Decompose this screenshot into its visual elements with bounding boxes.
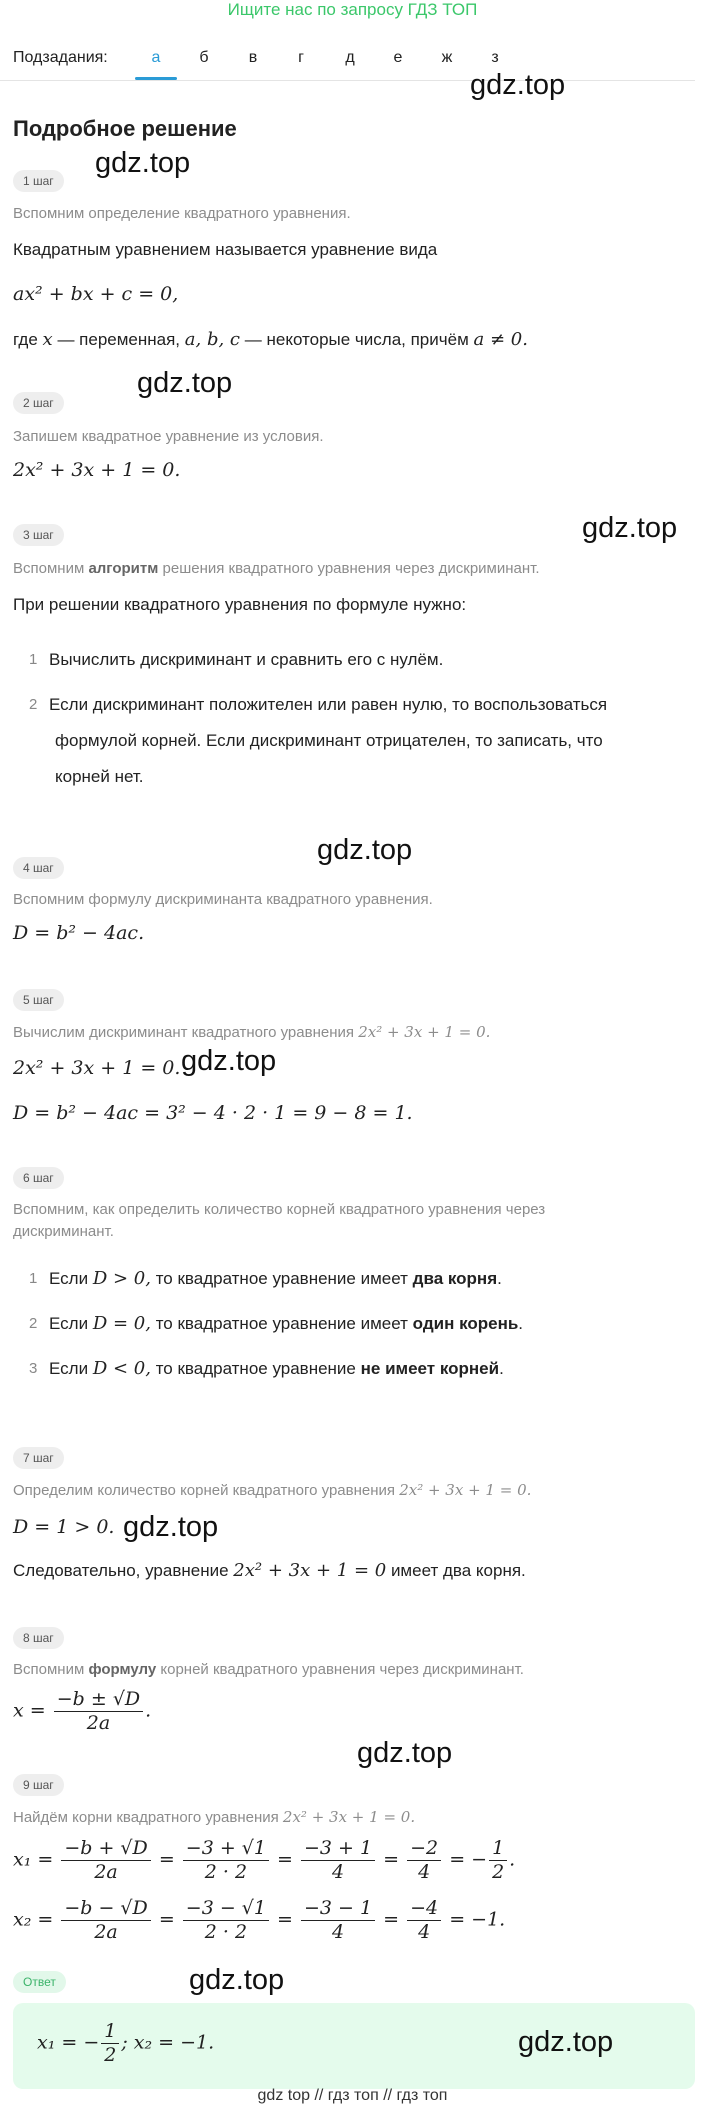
answer-badge: Ответ [13,1971,66,1993]
step-note: Вспомним, как определить количество корней квадратного уравнения через [13,1201,546,1218]
watermark: gdz.top [123,1511,219,1543]
step-badge: 1 шаг [13,170,64,192]
step-badge: 7 шаг [13,1447,64,1469]
watermark: gdz.top [470,69,566,101]
formula: ax² + bx + c = 0, [13,283,179,305]
list-number: 1 [29,651,38,668]
answer-formula: x₁ = − $\frac{1}{2}$ ; x₂ = −1. [37,2020,215,2066]
x1-computation: x₁ = $\frac{-b + √D}{2a}$ = $\frac{-3 + √1}{2 \cdot 2}$ = $\frac{-3 + 1}{4}$ = $\frac{-2}{4}$ = − $\frac{1}{2}$ . [13,1837,516,1883]
step-text: где x — переменная, a, b, c — некоторые числа, причём a ≠ 0. [13,329,528,350]
step-badge: 4 шаг [13,857,64,879]
list-number: 1 [29,1270,38,1287]
list-item: Если дискриминант положителен или равен нулю, то воспользоваться [49,695,608,714]
step-note: Определим количество корней квадратного уравнения 2x² + 3x + 1 = 0. [13,1481,532,1499]
step-note: Вспомним определение квадратного уравнения. [13,205,351,222]
list-item: Если D > 0, то квадратное уравнение имеет два корня. [49,1268,502,1289]
tabs-divider [0,80,695,81]
step-badge: 8 шаг [13,1627,64,1649]
tab-z[interactable]: з [491,49,499,66]
tab-d[interactable]: д [345,49,355,66]
list-number: 2 [29,1315,38,1332]
step-note: Запишем квадратное уравнение из условия. [13,428,324,445]
watermark: gdz.top [95,147,191,179]
formula: 2x² + 3x + 1 = 0. [13,459,181,481]
footer-links[interactable]: gdz top // гдз топ // гдз топ [257,2087,448,2104]
formula: D = b² − 4ac. [13,922,145,944]
list-item: корней нет. [55,767,144,786]
step-note: Вспомним формулу корней квадратного уравнения через дискриминант. [13,1661,524,1678]
watermark: gdz.top [181,1045,277,1077]
watermark: gdz.top [137,367,233,399]
step-note: Вычислим дискриминант квадратного уравнения 2x² + 3x + 1 = 0. [13,1023,491,1041]
step-note: Вспомним формулу дискриминанта квадратного уравнения. [13,891,433,908]
formula: D = b² − 4ac = 3² − 4 · 2 · 1 = 9 − 8 = 1. [13,1102,413,1124]
tab-zh[interactable]: ж [441,49,453,66]
root-formula: x = $\frac{-b \pm √D}{2a}$ . [13,1688,152,1734]
list-number: 2 [29,696,38,713]
formula: D = 1 > 0. [13,1516,115,1538]
tab-a[interactable]: а [151,49,161,66]
step-text: Следовательно, уравнение 2x² + 3x + 1 = 0 имеет два корня. [13,1560,526,1581]
tab-v[interactable]: в [248,49,258,66]
list-item: Если D = 0, то квадратное уравнение имеет один корень. [49,1313,524,1334]
step-text: При решении квадратного уравнения по формуле нужно: [13,595,467,614]
search-banner: Ищите нас по запросу ГДЗ ТОП [227,0,478,19]
step-text: Квадратным уравнением называется уравнение вида [13,240,438,259]
tab-g[interactable]: г [298,49,304,66]
list-item: Вычислить дискриминант и сравнить его с нулём. [49,650,444,669]
list-item: Если D < 0, то квадратное уравнение не имеет корней. [49,1358,504,1379]
tab-e[interactable]: е [393,49,403,66]
watermark: gdz.top [317,834,413,866]
x2-computation: x₂ = $\frac{-b - √D}{2a}$ = $\frac{-3 - √1}{2 \cdot 2}$ = $\frac{-3 - 1}{4}$ = $\frac{-4}{4}$ = −1. [13,1897,506,1943]
list-item: формулой корней. Если дискриминант отрицателен, то записать, что [55,731,603,750]
step-note: дискриминант. [13,1223,114,1240]
watermark: gdz.top [518,2026,614,2058]
watermark: gdz.top [357,1737,453,1769]
step-badge: 2 шаг [13,392,64,414]
page-title: Подробное решение [13,116,237,141]
subtasks-label: Подзадания: [13,49,108,66]
step-note: Найдём корни квадратного уравнения 2x² + 3x + 1 = 0. [13,1808,416,1826]
watermark: gdz.top [582,512,678,544]
formula: 2x² + 3x + 1 = 0. [13,1057,181,1079]
step-note: Вспомним алгоритм решения квадратного уравнения через дискриминант. [13,560,540,577]
list-number: 3 [29,1360,38,1377]
step-badge: 3 шаг [13,524,64,546]
step-badge: 9 шаг [13,1774,64,1796]
tab-b[interactable]: б [199,49,209,66]
watermark: gdz.top [189,1964,285,1996]
step-badge: 5 шаг [13,989,64,1011]
step-badge: 6 шаг [13,1167,64,1189]
